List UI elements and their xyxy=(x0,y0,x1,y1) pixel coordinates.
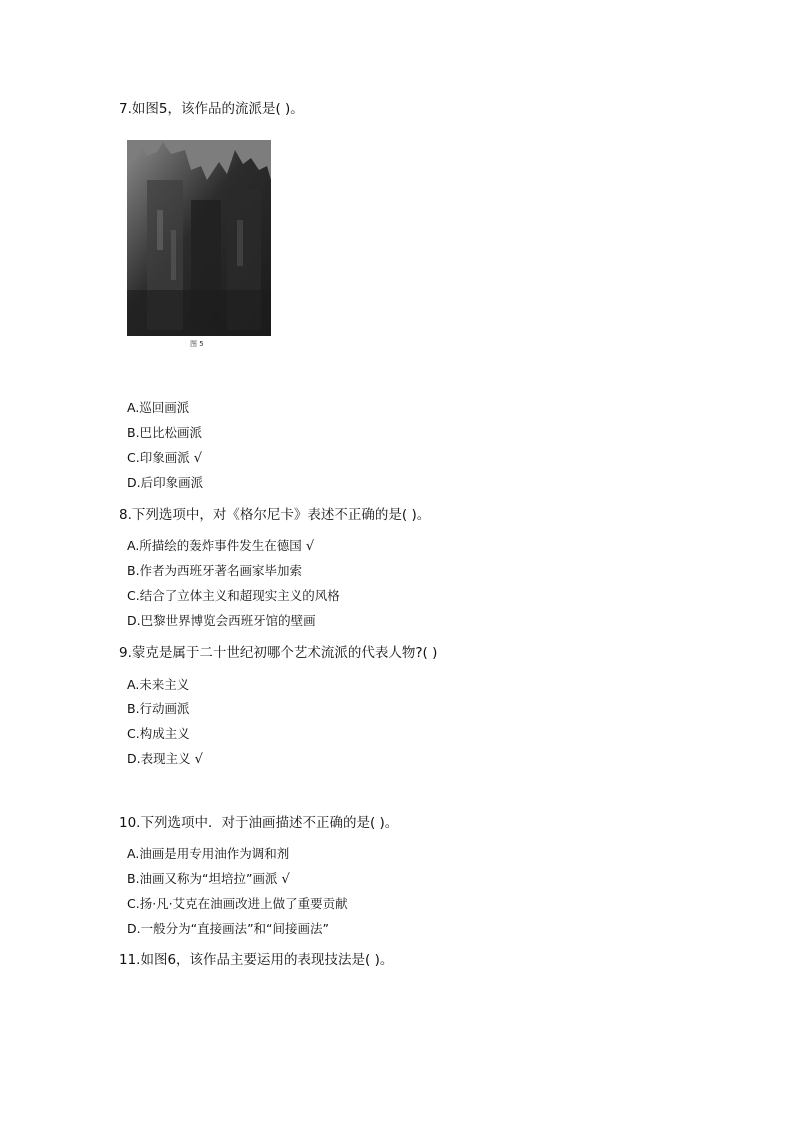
cathedral-painting xyxy=(127,140,271,336)
question-10-stem: 10.下列选项中．对于油画描述不正确的是( )。 xyxy=(119,815,399,831)
question-7-option-d: D.后印象画派 xyxy=(127,475,204,490)
figure-5-caption: 图 5 xyxy=(190,340,204,348)
question-8-stem: 8.下列选项中，对《格尔尼卡》表述不正确的是( )。 xyxy=(119,507,431,523)
question-8-option-c: C.结合了立体主义和超现实主义的风格 xyxy=(127,588,340,603)
question-7-option-c xyxy=(127,449,202,468)
option-text: A.所描绘的轰炸事件发生在德国 xyxy=(127,538,302,553)
check-mark-icon: √ xyxy=(194,752,203,767)
option-text: C.印象画派 xyxy=(127,450,190,465)
question-7-stem: 7.如图5，该作品的流派是( )。 xyxy=(119,101,304,117)
question-10-option-b xyxy=(127,870,290,889)
figure-5-image xyxy=(127,140,271,336)
question-10-option-a: A.油画是用专用油作为调和剂 xyxy=(127,846,290,861)
question-9-stem: 9.蒙克是属于二十世纪初哪个艺术流派的代表人物?( ) xyxy=(119,645,438,661)
check-mark-icon: √ xyxy=(305,539,315,554)
check-mark-icon: √ xyxy=(193,451,202,466)
question-8-option-b: B.作者为西班牙著名画家毕加索 xyxy=(127,563,303,578)
question-10-option-c: C.扬·凡·艾克在油画改进上做了重要贡献 xyxy=(127,896,348,911)
question-10-option-d: D.一般分为“直接画法”和“间接画法” xyxy=(127,921,330,936)
question-8-option-a xyxy=(127,537,314,556)
check-mark-icon: √ xyxy=(281,872,290,887)
question-9-option-d xyxy=(127,750,203,769)
question-9-option-c: C.构成主义 xyxy=(127,726,190,741)
option-text: D.表现主义 xyxy=(127,751,191,766)
question-9-option-b: B.行动画派 xyxy=(127,701,190,716)
question-11-stem: 11.如图6，该作品主要运用的表现技法是( )。 xyxy=(119,952,394,968)
question-7-option-a: A.巡回画派 xyxy=(127,400,190,415)
option-text: B.油画又称为“坦培拉”画派 xyxy=(127,871,278,886)
question-9-option-a: A.未来主义 xyxy=(127,677,190,692)
question-7-option-b: B.巴比松画派 xyxy=(127,425,203,440)
question-8-option-d: D.巴黎世界博览会西班牙馆的壁画 xyxy=(127,613,316,628)
